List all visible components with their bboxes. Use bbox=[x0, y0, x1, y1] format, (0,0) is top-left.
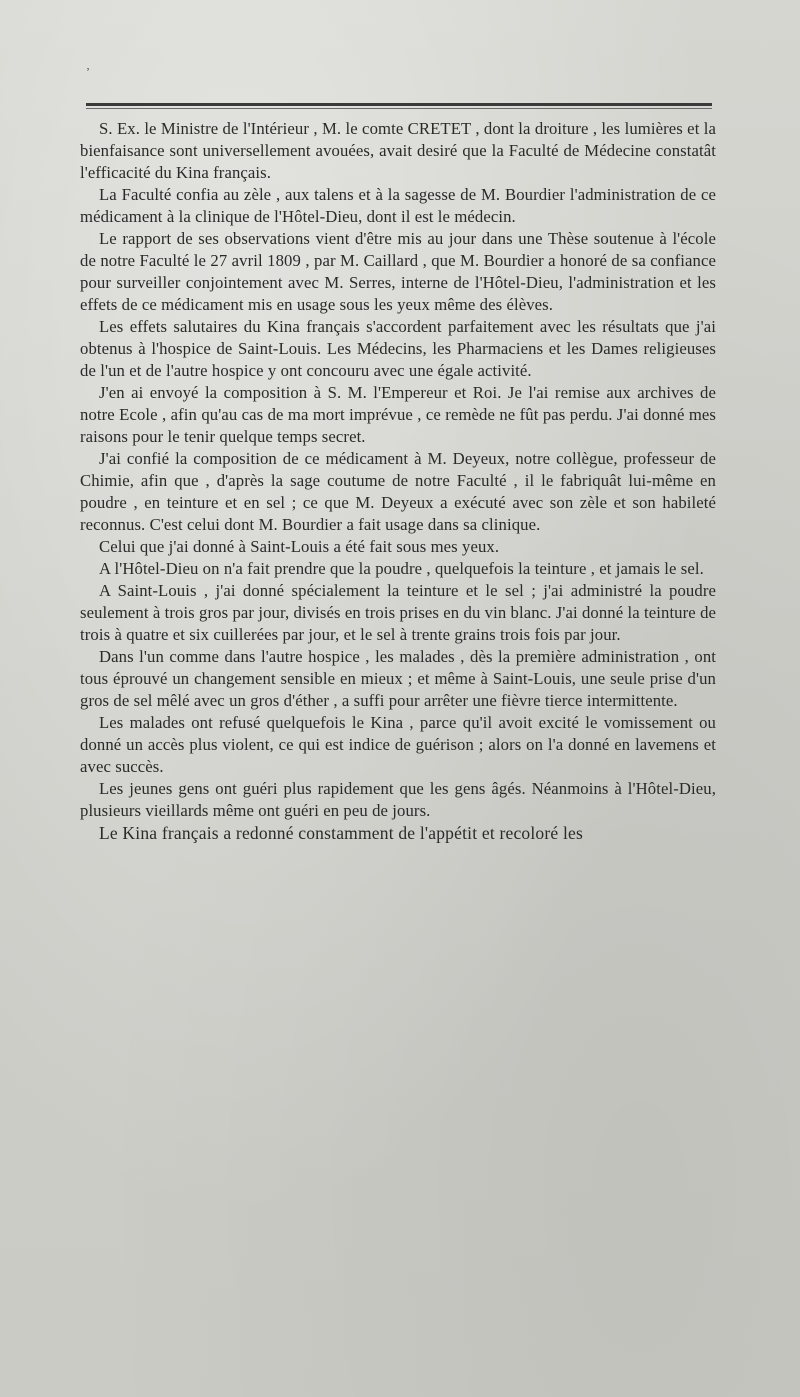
paragraph-12: Les jeunes gens ont guéri plus rapidement que les gens âgés. Néanmoins à l'Hôtel-Dieu, plusieurs vieillards même ont guéri en peu de jours. bbox=[80, 779, 716, 820]
paragraph-1: S. Ex. le Ministre de l'Intérieur , M. le comte CRETET , dont la droiture , les lumières et la bienfaisance sont universellement avouées, avait desiré que la Faculté de Médecine constatât l'efficacité du Kina français. bbox=[80, 119, 716, 182]
paragraph-13: Le Kina français a redonné constamment de l'appétit et recoloré les bbox=[99, 823, 583, 843]
document-body bbox=[80, 118, 716, 844]
paragraph-3: Le rapport de ses observations vient d'être mis au jour dans une Thèse soutenue à l'école de notre Faculté le 27 avril 1809 , par M. Caillard , que M. Bourdier a honoré de sa confiance pour surveiller conjointement avec M. Serres, interne de l'Hôtel-Dieu, l'administration et les effets de ce médicament mis en usage sous les yeux même des élèves. bbox=[80, 229, 716, 314]
paragraph-10: Dans l'un comme dans l'autre hospice , les malades , dès la première administration , ont tous éprouvé un changement sensible en mieux ; et même à Saint-Louis, une seule prise d'un gros de sel mêlé avec un gros d'éther , a suffi pour arrêter une fièvre tierce intermittente. bbox=[80, 647, 716, 710]
paragraph-4: Les effets salutaires du Kina français s'accordent parfaitement avec les résultats que j'ai obtenus à l'hospice de Saint-Louis. Les Médecins, les Pharmaciens et les Dames religieuses de l'un et de l'autre hospice y ont concouru avec une égale activité. bbox=[80, 317, 716, 380]
paragraph-7: Celui que j'ai donné à Saint-Louis a été fait sous mes yeux. bbox=[99, 537, 500, 556]
paragraph-9: A Saint-Louis , j'ai donné spécialement la teinture et le sel ; j'ai administré la poudre seulement à trois gros par jour, divisés en trois prises en du vin blanc. J'ai donné la teinture de trois à quatre et six cuillerées par jour, et le sel à trente grains trois fois par jour. bbox=[80, 581, 717, 644]
header-rule bbox=[86, 103, 712, 106]
paragraph-8: A l'Hôtel-Dieu on n'a fait prendre que la poudre , quelquefois la teinture , et jamais le sel. bbox=[99, 559, 704, 578]
paragraph-5: J'en ai envoyé la composition à S. M. l'Empereur et Roi. Je l'ai remise aux archives de notre Ecole , afin qu'au cas de ma mort imprévue , ce remède ne fût pas perdu. J'ai donné mes raisons pour le tenir quelque temps secret. bbox=[80, 383, 716, 446]
paragraph-6: J'ai confié la composition de ce médicament à M. Deyeux, notre collègue, professeur de Chimie, afin que , d'après la sage coutume de notre Faculté , il le fabriquât lui-même en poudre , en teinture et en sel ; ce que M. Deyeux a exécuté avec son zèle et son habileté reconnus. C'est celui dont M. Bourdier a fait usage dans sa clinique. bbox=[80, 449, 716, 534]
ink-speck: ‚ bbox=[86, 58, 90, 72]
paragraph-11: Les malades ont refusé quelquefois le Kina , parce qu'il avoit excité le vomissement ou donné un accès plus violent, ce qui est indice de guérison ; alors on l'a donné en lavemens et avec succès. bbox=[80, 713, 716, 776]
paragraph-2: La Faculté confia au zèle , aux talens et à la sagesse de M. Bourdier l'administration de ce médicament à la clinique de l'Hôtel-Dieu, dont il est le médecin. bbox=[80, 185, 716, 226]
